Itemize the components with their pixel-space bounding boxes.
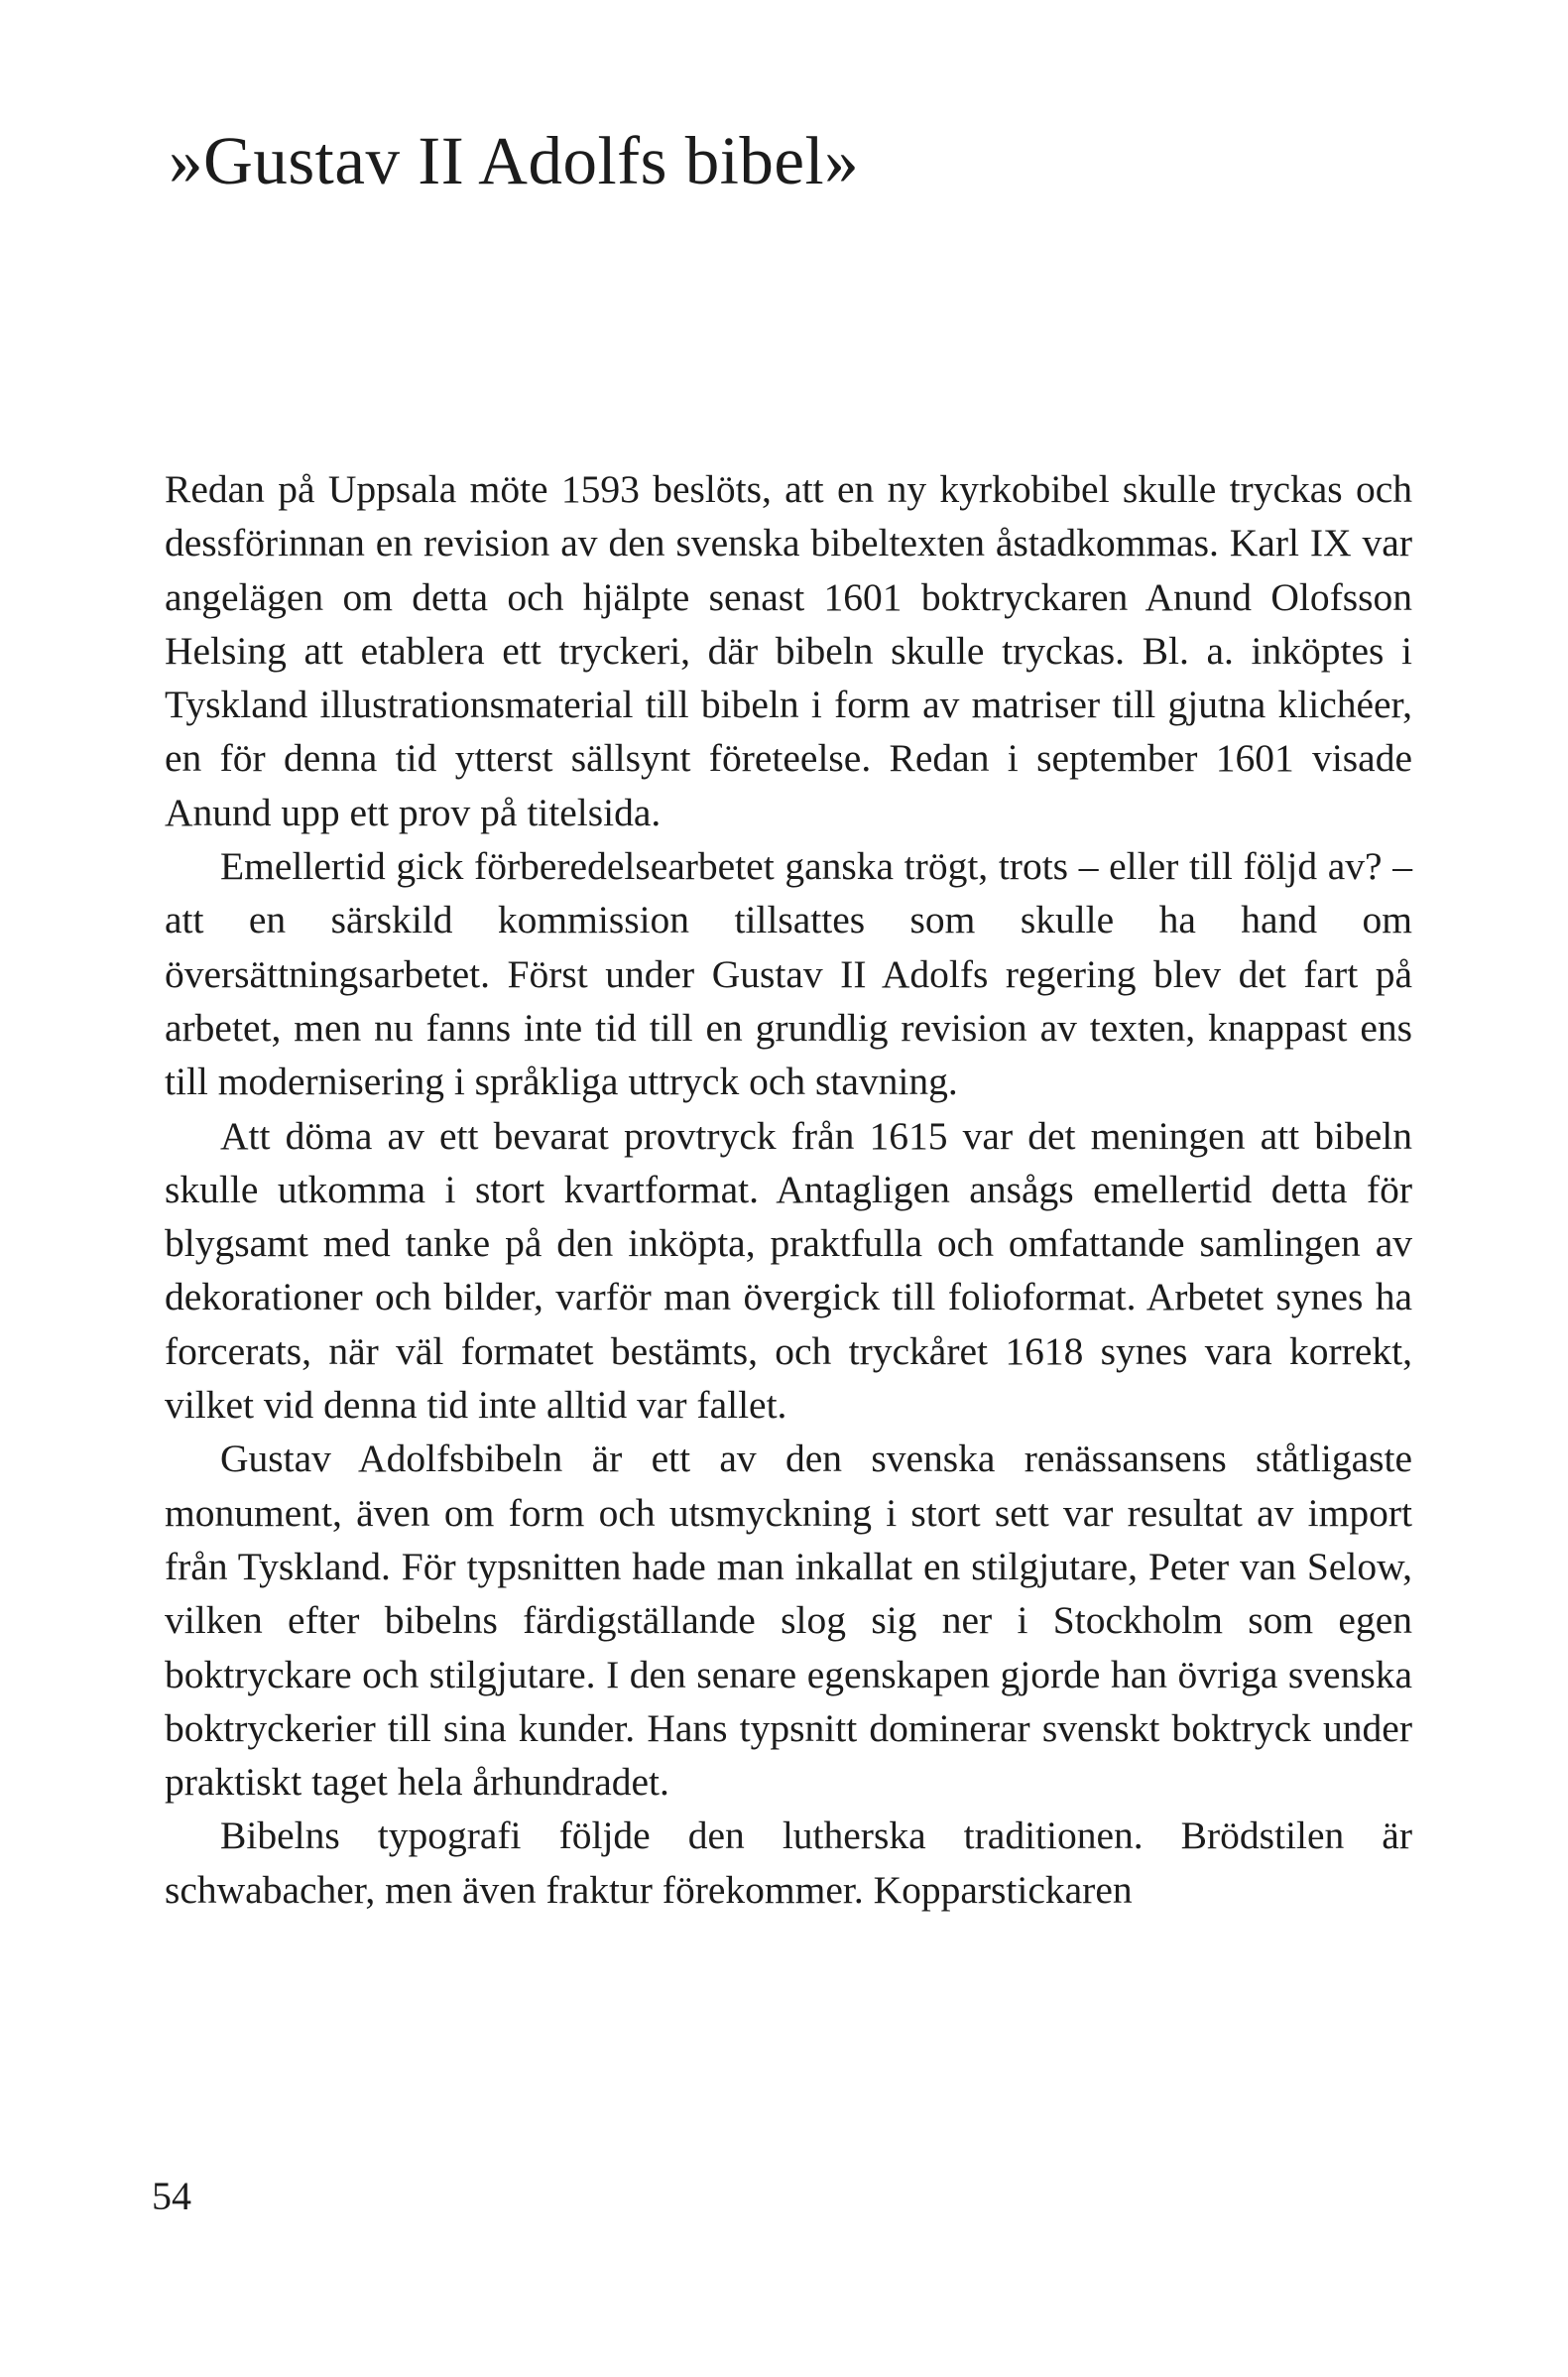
body-text (165, 462, 1412, 1917)
paragraph: Att döma av ett bevarat provtryck från 1615 var det meningen att bibeln skulle utkomma i stort kvartformat. Antagligen ansågs emellertid detta för blygsamt med tanke på den inköpta, praktfulla och omfattande samlingen av dekorationer och bilder, varför man övergick till folioformat. Arbetet synes ha forcerats, när väl formatet bestämts, och tryckåret 1618 synes vara korrekt, vilket vid denna tid inte alltid var fallet. (165, 1113, 1412, 1428)
chapter-title: »Gustav II Adolfs bibel» (169, 123, 860, 198)
paragraph: Gustav Adolfsbibeln är ett av den svenska renässansens ståtligaste monument, även om form och utsmyckning i stort sett var resultat av import från Tyskland. För typsnitten hade man inkallat en stilgjutare, Peter van Selow, vilken efter bibelns färdigställande slog sig ner i Stockholm som egen boktryckare och stilgjutare. I den senare egenskapen gjorde han övriga svenska boktryckerier till sina kunder. Hans typsnitt dominerar svenskt boktryck under praktiskt taget hela århundradet. (165, 1437, 1412, 1805)
paragraph: Redan på Uppsala möte 1593 beslöts, att en ny kyrkobibel skulle tryckas och dessförinnan en revision av den svenska bibeltexten åstadkommas. Karl IX var angelägen om detta och hjälpte senast 1601 boktryckaren Anund Olofsson Helsing att etablera ett tryckeri, där bibeln skulle tryckas. Bl. a. inköptes i Tyskland illustrationsmaterial till bibeln i form av matriser till gjutna klichéer, en för denna tid ytterst sällsynt företeelse. Redan i september 1601 visade Anund upp ett prov på titelsida. (165, 467, 1412, 834)
page-number: 54 (152, 2174, 191, 2218)
paragraph: Emellertid gick förberedelsearbetet ganska trögt, trots – eller till följd av? – att en särskild kommission tillsattes som skulle ha hand om översättningsarbetet. Först under Gustav II Adolfs regering blev det fart på arbetet, men nu fanns inte tid till en grundlig revision av texten, knappast ens till modernisering i språkliga uttryck och stavning. (165, 844, 1412, 1104)
paragraph: Bibelns typografi följde den lutherska traditionen. Brödstilen är schwabacher, men även fraktur förekommer. Kopparstickaren (165, 1814, 1412, 1912)
